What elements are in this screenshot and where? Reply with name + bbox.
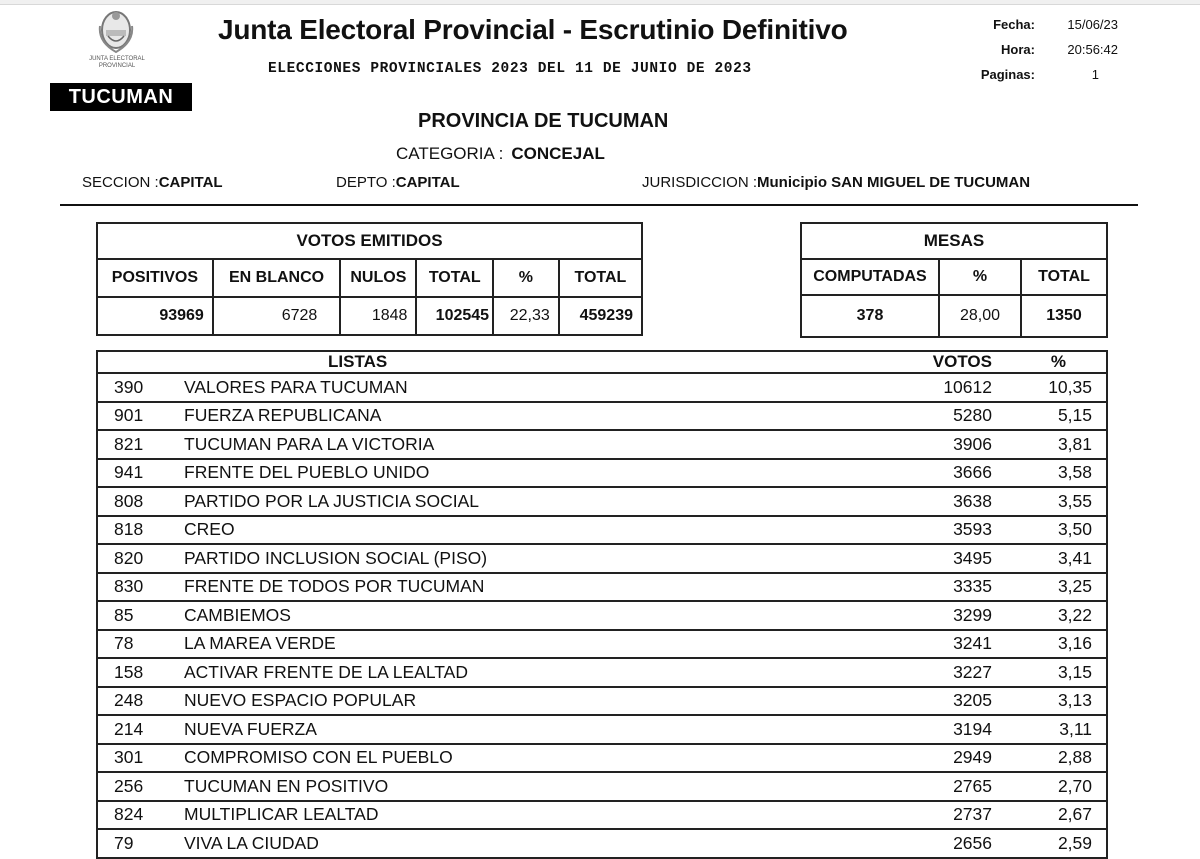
- lista-votos: 2737: [882, 801, 992, 830]
- table-row: [97, 801, 1107, 830]
- lista-pct: 2,70: [992, 772, 1107, 801]
- table-row: [97, 744, 1107, 773]
- paginas-value: 1: [1091, 67, 1099, 82]
- lista-votos: 3205: [882, 687, 992, 716]
- lista-votos: 5280: [882, 402, 992, 431]
- lista-pct: 3,55: [992, 487, 1107, 516]
- lista-name: MULTIPLICAR LEALTAD: [184, 801, 882, 830]
- col-mesas-pct: %: [939, 259, 1021, 295]
- lista-votos: 3194: [882, 715, 992, 744]
- table-row: [97, 630, 1107, 659]
- coat-of-arms-icon: [92, 6, 140, 56]
- lista-number: 818: [97, 516, 184, 545]
- lista-number: 256: [97, 772, 184, 801]
- lista-votos: 2656: [882, 829, 992, 858]
- table-row: [97, 516, 1107, 545]
- lista-pct: 3,22: [992, 601, 1107, 630]
- positivos-value: 93969: [97, 297, 213, 335]
- lista-name: VALORES PARA TUCUMAN: [184, 373, 882, 402]
- lista-votos: 3495: [882, 544, 992, 573]
- lista-number: 901: [97, 402, 184, 431]
- col-mesas-total: TOTAL: [1021, 259, 1107, 295]
- lista-name: ACTIVAR FRENTE DE LA LEALTAD: [184, 658, 882, 687]
- jurisdiccion: [642, 174, 1030, 191]
- depto-value: CAPITAL: [395, 174, 460, 191]
- lista-name: FRENTE DE TODOS POR TUCUMAN: [184, 573, 882, 602]
- lista-name: NUEVO ESPACIO POPULAR: [184, 687, 882, 716]
- mesas-pct-value: 28,00: [939, 295, 1021, 337]
- hora-value: 20:56:42: [1067, 42, 1118, 57]
- lista-pct: 3,58: [992, 459, 1107, 488]
- votos-emitidos-title: VOTOS EMITIDOS: [97, 223, 642, 259]
- lista-pct: 3,15: [992, 658, 1107, 687]
- lista-pct: 5,15: [992, 402, 1107, 431]
- lista-number: 824: [97, 801, 184, 830]
- lista-number: 821: [97, 430, 184, 459]
- meta-labels: [960, 12, 1035, 87]
- col-total-electores: TOTAL: [559, 259, 642, 297]
- lista-pct: 3,50: [992, 516, 1107, 545]
- province-heading: PROVINCIA DE TUCUMAN: [418, 110, 669, 132]
- paginas-label: Paginas:: [980, 67, 1035, 82]
- hora-label: Hora:: [1001, 42, 1035, 57]
- lista-name: FUERZA REPUBLICANA: [184, 402, 882, 431]
- header-divider: [60, 204, 1138, 206]
- categoria: [396, 144, 605, 164]
- en-blanco-value: 6728: [213, 297, 340, 335]
- mesas-table: [800, 222, 1108, 338]
- lista-name: PARTIDO INCLUSION SOCIAL (PISO): [184, 544, 882, 573]
- nulos-value: 1848: [340, 297, 416, 335]
- lista-number: 941: [97, 459, 184, 488]
- lista-number: 390: [97, 373, 184, 402]
- lista-number: 79: [97, 829, 184, 858]
- logo-caption: JUNTA ELECTORAL PROVINCIAL: [89, 56, 145, 69]
- lista-number: 830: [97, 573, 184, 602]
- jurisdiccion-label: JURISDICCION :: [642, 174, 758, 191]
- lista-pct: 3,41: [992, 544, 1107, 573]
- mesas-title: MESAS: [801, 223, 1107, 259]
- table-row: [97, 601, 1107, 630]
- lista-name: TUCUMAN PARA LA VICTORIA: [184, 430, 882, 459]
- lista-name: CAMBIEMOS: [184, 601, 882, 630]
- lista-votos: 3906: [882, 430, 992, 459]
- table-row: [97, 430, 1107, 459]
- lista-pct: 2,88: [992, 744, 1107, 773]
- lista-number: 301: [97, 744, 184, 773]
- lista-number: 214: [97, 715, 184, 744]
- fecha-value: 15/06/23: [1067, 17, 1118, 32]
- lista-pct: 3,13: [992, 687, 1107, 716]
- depto: [336, 174, 460, 191]
- lista-votos: 3299: [882, 601, 992, 630]
- fecha-label: Fecha:: [993, 17, 1035, 32]
- lista-votos: 3227: [882, 658, 992, 687]
- mesas-total-value: 1350: [1021, 295, 1107, 337]
- col-pct: %: [493, 259, 559, 297]
- table-row: [97, 658, 1107, 687]
- lista-number: 78: [97, 630, 184, 659]
- lista-pct: 10,35: [992, 373, 1107, 402]
- total-electores-value: 459239: [559, 297, 642, 335]
- lista-name: TUCUMAN EN POSITIVO: [184, 772, 882, 801]
- lista-pct: 2,67: [992, 801, 1107, 830]
- page-title: Junta Electoral Provincial - Escrutinio Definitivo: [218, 14, 848, 45]
- table-row: [97, 573, 1107, 602]
- col-positivos: POSITIVOS: [97, 259, 213, 297]
- lista-pct: 2,59: [992, 829, 1107, 858]
- province-badge: TUCUMAN: [50, 83, 192, 111]
- lista-votos: 2765: [882, 772, 992, 801]
- lista-votos: 2949: [882, 744, 992, 773]
- lista-votos: 3241: [882, 630, 992, 659]
- lista-pct: 3,11: [992, 715, 1107, 744]
- lista-votos: 3593: [882, 516, 992, 545]
- lista-votos: 3335: [882, 573, 992, 602]
- col-nulos: NULOS: [340, 259, 416, 297]
- lista-number: 85: [97, 601, 184, 630]
- lista-votos: 10612: [882, 373, 992, 402]
- lista-name: FRENTE DEL PUEBLO UNIDO: [184, 459, 882, 488]
- lista-pct: 3,81: [992, 430, 1107, 459]
- col-en-blanco: EN BLANCO: [213, 259, 340, 297]
- listas-body: [97, 373, 1107, 858]
- lista-number: 808: [97, 487, 184, 516]
- lista-number: 248: [97, 687, 184, 716]
- listas-table: [96, 350, 1108, 859]
- lista-name: NUEVA FUERZA: [184, 715, 882, 744]
- lista-pct: 3,16: [992, 630, 1107, 659]
- lista-number: 820: [97, 544, 184, 573]
- seccion-label: SECCION :: [82, 174, 159, 191]
- lista-name: LA MAREA VERDE: [184, 630, 882, 659]
- table-row: [97, 402, 1107, 431]
- lista-votos: 3666: [882, 459, 992, 488]
- seccion-value: CAPITAL: [158, 174, 223, 191]
- table-row: [97, 715, 1107, 744]
- votos-emitidos-table: [96, 222, 643, 336]
- table-row: [97, 829, 1107, 858]
- meta-values: [1048, 12, 1118, 87]
- table-row: [97, 687, 1107, 716]
- table-row: [97, 459, 1107, 488]
- lista-number: 158: [97, 658, 184, 687]
- col-votos: VOTOS: [882, 351, 992, 373]
- col-total: TOTAL: [416, 259, 493, 297]
- lista-name: COMPROMISO CON EL PUEBLO: [184, 744, 882, 773]
- col-listas: LISTAS: [97, 351, 882, 373]
- computadas-value: 378: [801, 295, 939, 337]
- lista-name: PARTIDO POR LA JUSTICIA SOCIAL: [184, 487, 882, 516]
- jurisdiccion-value: Municipio SAN MIGUEL DE TUCUMAN: [757, 174, 1031, 191]
- depto-label: DEPTO :: [336, 174, 396, 191]
- pct-value: 22,33: [493, 297, 559, 335]
- total-value: 102545: [416, 297, 493, 335]
- page-subtitle: ELECCIONES PROVINCIALES 2023 DEL 11 DE JUNIO DE 2023: [268, 61, 752, 77]
- seccion: [82, 174, 223, 191]
- lista-votos: 3638: [882, 487, 992, 516]
- categoria-value: CONCEJAL: [511, 144, 605, 163]
- viewer-top-edge: [0, 0, 1200, 5]
- table-row: [97, 544, 1107, 573]
- lista-pct: 3,25: [992, 573, 1107, 602]
- lista-name: CREO: [184, 516, 882, 545]
- table-row: [97, 772, 1107, 801]
- table-row: [97, 487, 1107, 516]
- table-row: [97, 373, 1107, 402]
- categoria-label: CATEGORIA :: [396, 144, 504, 163]
- lista-name: VIVA LA CIUDAD: [184, 829, 882, 858]
- col-listas-pct: %: [992, 351, 1107, 373]
- col-computadas: COMPUTADAS: [801, 259, 939, 295]
